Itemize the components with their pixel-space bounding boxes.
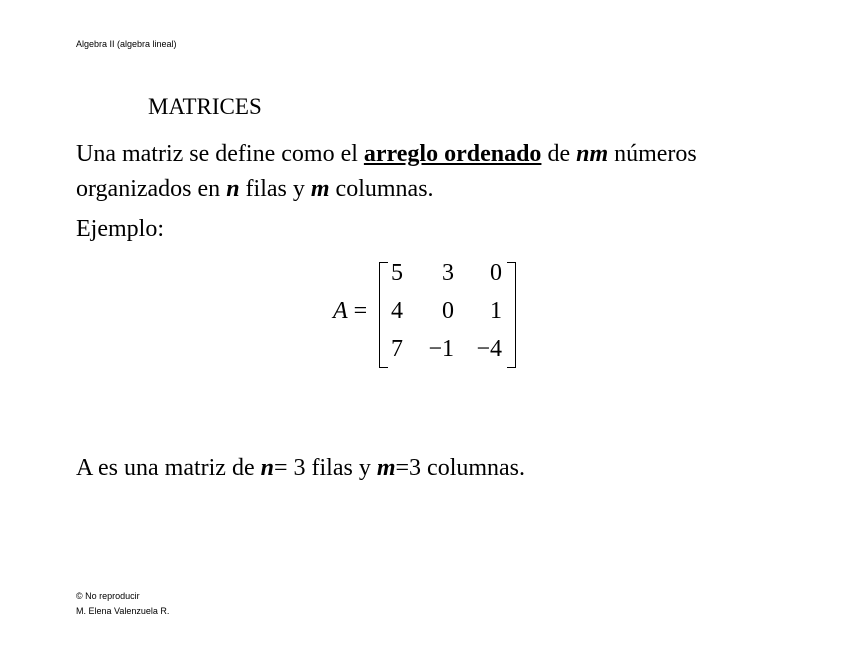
definition-m: m <box>310 176 330 202</box>
matrix-cell: 3 <box>442 260 454 286</box>
definition-emphasis: arreglo ordenado <box>363 141 542 167</box>
conclusion-n: n <box>260 455 274 481</box>
conclusion-text-2: = 3 filas y <box>273 455 377 481</box>
matrix-label <box>333 298 367 325</box>
definition-paragraph <box>76 137 796 207</box>
definition-text-2: de <box>541 141 577 167</box>
matrix-cell: −1 <box>428 336 454 362</box>
conclusion-text-1: A es una matriz de <box>76 455 261 481</box>
page-footer <box>76 589 169 619</box>
author-name: M. Elena Valenzuela R. <box>76 606 170 616</box>
example-label: Ejemplo: <box>76 216 164 242</box>
matrix-cell: 1 <box>490 298 502 324</box>
copyright-notice: © No reproducir <box>76 591 140 601</box>
matrix-cell: 5 <box>391 260 403 286</box>
matrix-name: A <box>333 298 348 324</box>
definition-nm: nm <box>576 141 609 167</box>
matrix-cell: 0 <box>442 298 454 324</box>
conclusion-m: m <box>376 455 396 481</box>
page-header: Algebra II (algebra lineal) <box>76 39 177 49</box>
definition-text-1: Una matriz se define como el <box>76 141 364 167</box>
definition-text-5: columnas. <box>329 176 434 202</box>
matrix-cell: 0 <box>490 260 502 286</box>
matrix-equation <box>333 258 523 370</box>
matrix-cell: −4 <box>476 336 502 362</box>
definition-n: n <box>226 176 240 202</box>
conclusion-sentence <box>76 455 525 482</box>
definition-text-3: números organizados en <box>76 141 697 202</box>
conclusion-text-3: =3 columnas. <box>395 455 526 481</box>
definition-text-4: filas y <box>239 176 311 202</box>
matrix-cell: 7 <box>391 336 403 362</box>
matrix-equals: = <box>353 298 368 324</box>
matrix-cell: 4 <box>391 298 403 324</box>
section-title: MATRICES <box>148 94 262 119</box>
matrix-right-bracket <box>507 262 516 368</box>
